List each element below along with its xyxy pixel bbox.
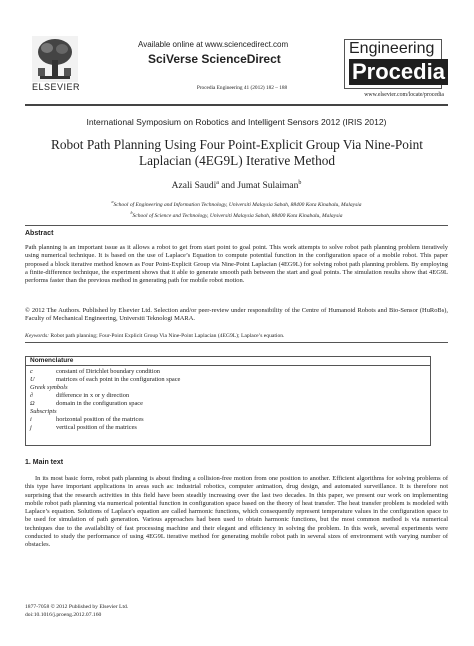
affiliation-b-text: School of Science and Technology, Universiti Malaysia Sabah, 88400 Kota Kinabalu, Malaysia [132, 212, 343, 219]
keywords [25, 333, 448, 339]
subscripts-label: Subscripts [30, 408, 57, 415]
nomenclature-definition: constant of Dirichlet boundary condition [56, 368, 161, 375]
nomenclature-symbol: i [30, 416, 32, 423]
nomenclature-row [30, 416, 410, 424]
abstract-heading: Abstract [25, 230, 54, 237]
journal-url: www.elsevier.com/locate/procedia [364, 92, 444, 98]
keywords-label: Keywords: [25, 333, 50, 339]
author-2-sup: b [298, 180, 302, 186]
copyright-text: © 2012 The Authors. Published by Elsevier Ltd. Selection and/or peer-review under responsibility of the Centre of Humanoid Robots and Bio-Sensor (HuRoBs), Faculty of Mechanical Engineering, Universiti Teknologi MARA. [25, 307, 448, 323]
sciverse-logo-text: SciVerse ScienceDirect [148, 52, 281, 66]
conference-name: International Symposium on Robotics and Intelligent Sensors 2012 (IRIS 2012) [86, 117, 387, 127]
nomenclature-row [30, 392, 410, 400]
nomenclature-symbol: ∂ [30, 392, 34, 399]
abstract-top-rule [25, 225, 448, 226]
nomenclature-row [30, 424, 410, 432]
affiliation-a-text: School of Engineering and Information Technology, Universiti Malaysia Sabah, 88400 Kota Kinabalu, Malaysia [113, 201, 362, 208]
procedia-logo-procedia: Procedia [349, 59, 448, 85]
nomenclature-rule [25, 365, 431, 366]
paper-title: Robot Path Planning Using Four Point-Explicit Group Via Nine-Point Laplacian (4EG9L) Iterative Method [50, 137, 423, 168]
author-2: Jumat Sulaiman [237, 181, 299, 192]
keywords-text: Robot path planning; Four-Point Explicit Group Via Nine-Point Laplacian (4EG9L); Laplace’s equation. [49, 333, 285, 339]
nomenclature-definition: horizontal position of the matrices [56, 416, 144, 423]
nomenclature-definition: domain in the configuration space [56, 400, 143, 407]
journal-citation: Procedia Engineering 41 (2012) 182 – 188 [196, 85, 288, 91]
nomenclature-symbol: U [30, 376, 35, 383]
affiliation-a [25, 198, 448, 209]
greek-symbols-label: Greek symbols [30, 384, 68, 391]
nomenclature-row [30, 376, 410, 384]
author-and: and [218, 181, 238, 192]
nomenclature-symbol: c [30, 368, 33, 375]
footer [25, 603, 128, 619]
affiliation-b [25, 209, 448, 220]
affiliation-a-sup: a [111, 199, 114, 204]
nomenclature-definition: difference in x or y direction [56, 392, 130, 399]
publisher-name: ELSEVIER [31, 82, 81, 92]
abstract-bottom-rule [25, 342, 448, 343]
nomenclature-heading: Nomenclature [30, 357, 74, 364]
author-1-sup: a [216, 180, 219, 186]
procedia-logo-engineering: Engineering [349, 40, 435, 57]
section-heading: 1. Main text [25, 459, 64, 466]
nomenclature-symbol: j [30, 424, 32, 431]
doi-line: doi:10.1016/j.proeng.2012.07.160 [25, 612, 102, 618]
nomenclature-symbol: Ω [30, 400, 35, 407]
header-rule [25, 104, 448, 106]
section-body-text: In its most basic form, robot path planning is about finding a collision-free motion from one position to another. Efficient algorithms for solving problems of this type have important applications in areas such as: industrial robotics, computer animation, drug design, and automated surveillance. It is therefore not surprising that the research activities in this field have been steadily increasing over the last two decades. In this paper, we present our work on implementing mobile robot path planning via numerical potential function in configuration space based on the theory of heat transfer. The heat transfer problem is modeled with Laplace’s equation. Solutions of Laplace's equation are called harmonic functions, which consequently represent temperature values in the configuration space to be used for simulation of path generation. Various approaches had been used to obtain harmonic functions, but the most common method is via numerical techniques due to the availability of fast processing machine and their elegant and efficiency in solving the problem. In this work, several experiments were conducted to study the performance of using 4EG9L iterative method for generating mobile robot path in several sizes of environment with varying number of obstacles. [25, 475, 448, 548]
issn-line: 1877-7058 © 2012 Published by Elsevier Ltd. [25, 604, 129, 610]
authors [25, 180, 448, 191]
nomenclature-row [30, 400, 410, 408]
available-online-text: Available online at www.sciencedirect.com [138, 40, 289, 49]
affiliations [25, 198, 448, 220]
author-1: Azali Saudi [171, 181, 217, 192]
nomenclature-row [30, 368, 410, 376]
elsevier-tree-logo [32, 36, 78, 82]
nomenclature-definition: matrices of each point in the configuration space [56, 376, 181, 383]
abstract-text: Path planning is an important issue as it allows a robot to get from start point to goal point. This work attempts to solve robot path planning problem iteratively using numerical technique. It is based on the use of Laplace’s Equation to compute potential function in the configuration space of a mobile robot. This paper proposed a block iterative method known as Four Point-Explicit Group via Nine-Point Laplacian (4EG9L) for solving robot path planning problem. By employing a finite-difference technique, the experiment shows that it able to generate smooth path between the start and goal points. The simulation results show that 4EG9L performs faster than the previous method in generating path for mobile robot motion. [25, 244, 448, 284]
affiliation-b-sup: b [130, 209, 133, 215]
nomenclature-definition: vertical position of the matrices [56, 424, 137, 431]
